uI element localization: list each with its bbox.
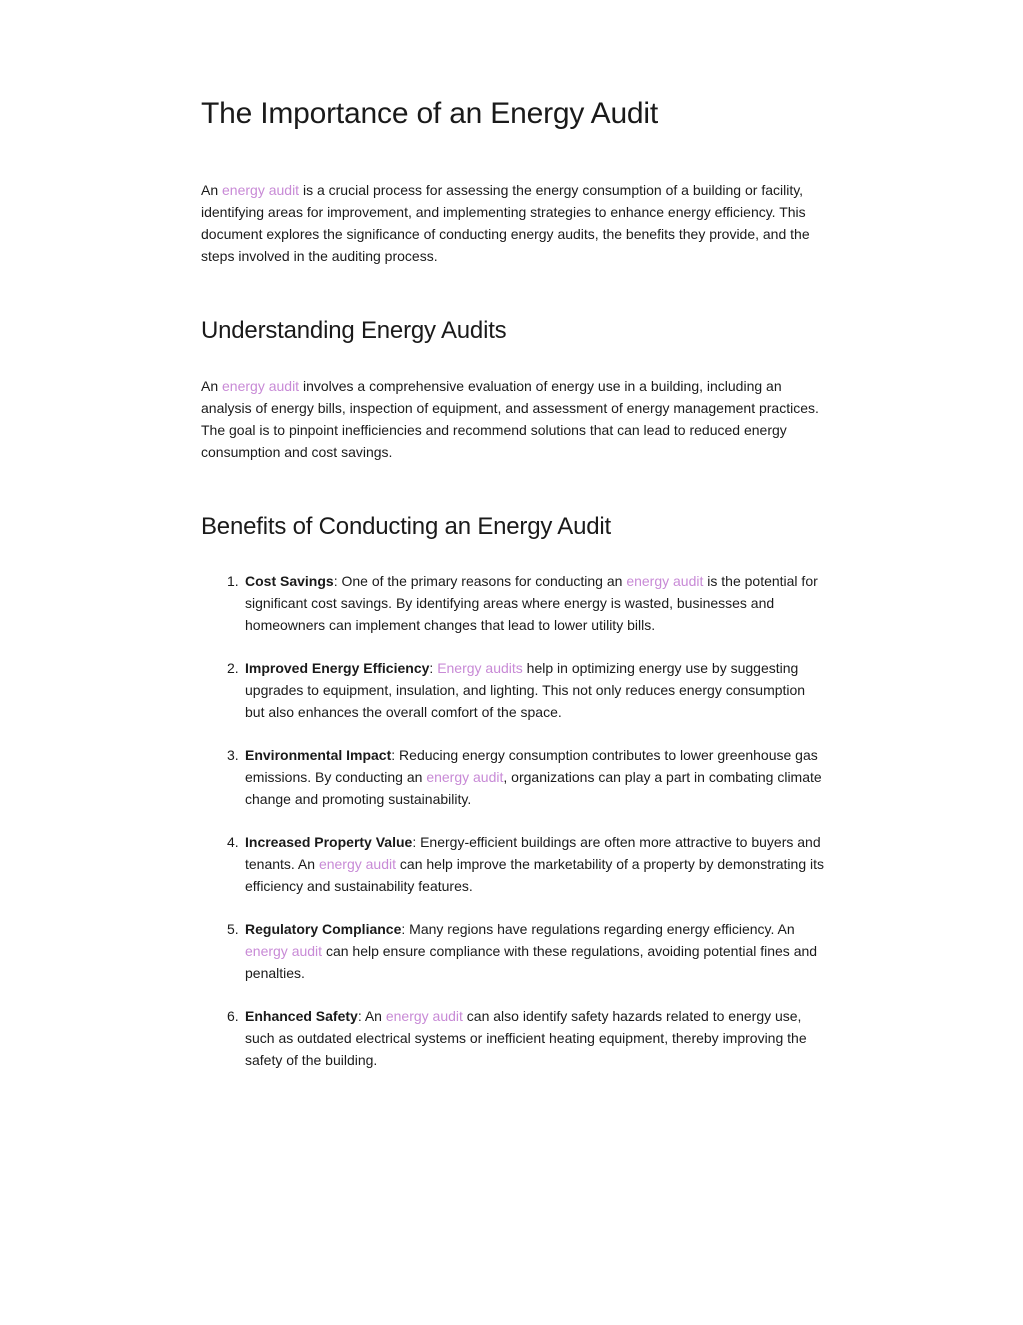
page-title: The Importance of an Energy Audit <box>201 97 659 130</box>
list-item-text-post: is the potential for significant cost savings. By identifying areas where energy is wasted, businesses and homeowners can implement changes that lead to lower utility bills. <box>245 573 818 633</box>
list-item <box>201 918 826 984</box>
list-item-text-pre: : One of the primary reasons for conducting an <box>333 573 627 589</box>
list-item <box>201 744 826 810</box>
list-item-number: 5. <box>227 921 239 937</box>
understanding-text-post: involves a comprehensive evaluation of energy use in a building, including an analysis of energy bills, inspection of equipment, and assessment of energy management practices. The goal is to pinpoint inefficiencies and recommend solutions that can lead to reduced energy consumption and cost savings. <box>201 378 819 460</box>
list-item-text-pre: : An <box>357 1008 386 1024</box>
list-item-term: Enhanced Safety <box>245 1008 358 1024</box>
list-item-text-pre: : Many regions have regulations regarding energy efficiency. An <box>401 921 795 937</box>
list-item <box>201 831 826 897</box>
list-item-text-post: help in optimizing energy use by suggesting upgrades to equipment, insulation, and lighting. This not only reduces energy consumption but also enhances the overall comfort of the space. <box>245 660 806 720</box>
list-item <box>201 657 826 723</box>
list-item-text-post: can help ensure compliance with these regulations, avoiding potential fines and penalties. <box>245 943 818 981</box>
energy-audit-link[interactable]: energy audit <box>426 769 504 785</box>
list-item-number: 4. <box>227 834 239 850</box>
energy-audit-link[interactable]: energy audit <box>222 378 300 394</box>
list-item-text-pre: : Energy-efficient buildings are often more attractive to buyers and tenants. An <box>245 834 821 872</box>
energy-audit-link[interactable]: energy audit <box>626 573 704 589</box>
list-item-term: Regulatory Compliance <box>245 921 402 937</box>
list-item <box>201 1005 826 1071</box>
energy-audit-link[interactable]: energy audit <box>318 856 397 872</box>
energy-audit-link[interactable]: energy audit <box>222 182 300 198</box>
list-item-term: Improved Energy Efficiency <box>245 660 430 676</box>
list-item-number: 1. <box>227 573 239 589</box>
energy-audit-link[interactable]: energy audit <box>385 1008 463 1024</box>
intro-text-pre: An <box>201 182 223 198</box>
list-item-text-post: , organizations can play a part in combating climate change and promoting sustainability. <box>245 769 822 807</box>
list-item-number: 2. <box>227 660 239 676</box>
list-item-term: Increased Property Value <box>245 834 413 850</box>
benefits-list <box>201 570 826 1092</box>
list-item-text-pre: : Reducing energy consumption contributes to lower greenhouse gas emissions. By conducting an <box>245 747 818 785</box>
intro-text-post: is a crucial process for assessing the energy consumption of a building or facility, identifying areas for improvement, and implementing strategies to enhance energy efficiency. This document explores the significance of conducting energy audits, the benefits they provide, and the steps involved in the auditing process. <box>201 182 810 264</box>
intro-paragraph <box>201 179 826 267</box>
understanding-text-pre: An <box>201 378 223 394</box>
section-heading-understanding: Understanding Energy Audits <box>201 317 507 344</box>
list-item-term: Environmental Impact <box>245 747 392 763</box>
list-item-text-post: can help improve the marketability of a property by demonstrating its efficiency and sustainability features. <box>245 856 824 894</box>
understanding-paragraph <box>201 375 826 463</box>
list-item <box>201 570 826 636</box>
list-item-term: Cost Savings <box>245 573 334 589</box>
list-item-text-pre: : <box>429 660 438 676</box>
list-item-number: 3. <box>227 747 239 763</box>
energy-audit-link[interactable]: energy audit <box>245 943 323 959</box>
section-heading-benefits: Benefits of Conducting an Energy Audit <box>201 513 612 540</box>
energy-audits-link[interactable]: Energy audits <box>437 660 523 676</box>
list-item-text-post: can also identify safety hazards related to energy use, such as outdated electrical systems or inefficient heating equipment, thereby improving the safety of the building. <box>245 1008 807 1068</box>
list-item-number: 6. <box>227 1008 239 1024</box>
